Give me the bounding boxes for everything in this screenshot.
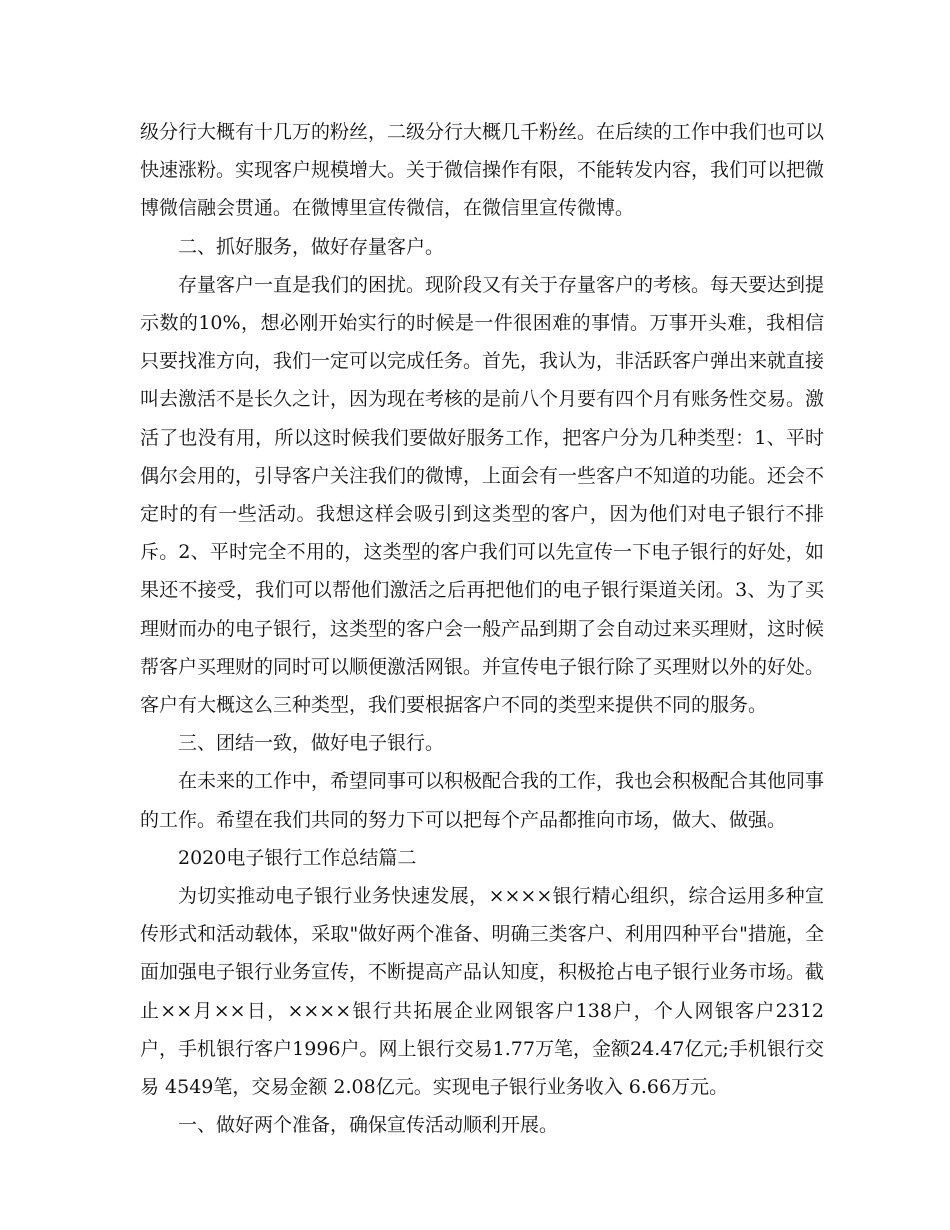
paragraph-summary-stats: 为切实推动电子银行业务快速发展，××××银行精心组织，综合运用多种宣传形式和活动载体，采取"做好两个准备、明确三类客户、利用四种平台"措施，全面加强电子银行业务宣传，不断提高产品认知度，积极抢占电子银行业务市场。截止××月××日，××××银行共拓展企业网银客户138户，个人网银客户2312户，手机银行客户1996户。网上银行交易1.77万笔，金额24.47亿元;手机银行交易 4549笔，交易金额 2.08亿元。实现电子银行业务收入 6.66万元。 (140, 885, 825, 1099)
paragraph-existing-customers: 存量客户一直是我们的困扰。现阶段又有关于存量客户的考核。每天要达到提示数的10%，想必刚开始实行的时候是一件很困难的事情。万事开头难，我相信只要找准方向，我们一定可以完成任务。首先，我认为，非活跃客户弹出来就直接叫去激活不是长久之计，因为现在考核的是前八个月要有四个月有账务性交易。激活了也没有用，所以这时候我们要做好服务工作，把客户分为几种类型：1、平时偶尔会用的，引导客户关注我们的微博，上面会有一些客户不知道的功能。还会不定时的有一些活动。我想这样会吸引到这类型的客户，因为他们对电子银行不排斥。2、平时完全不用的，这类型的客户我们可以先宣传一下电子银行的好处，如果还不接受，我们可以帮他们激活之后再把他们的电子银行渠道关闭。3、为了买理财而办的电子银行，这类型的客户会一般产品到期了会自动过来买理财，这时候帮客户买理财的同时可以顺便激活网银。并宣传电子银行除了买理财以外的好处。客户有大概这么三种类型，我们要根据客户不同的类型来提供不同的服务。 (140, 273, 825, 717)
section-heading-service: 二、抓好服务，做好存量客户。 (178, 235, 445, 258)
paragraph-cooperation: 在未来的工作中，希望同事可以积极配合我的工作，我也会积极配合其他同事的工作。希望在我们共同的努力下可以把每个产品都推向市场，做大、做强。 (140, 770, 825, 831)
section-heading-unity: 三、团结一致，做好电子银行。 (178, 732, 445, 755)
paragraph-1: 级分行大概有十几万的粉丝，二级分行大概几千粉丝。在后续的工作中我们也可以快速涨粉。实现客户规模增大。关于微信操作有限，不能转发内容，我们可以把微博微信融会贯通。在微博里宣传微信，在微信里宣传微博。 (140, 121, 825, 220)
document-body (140, 113, 824, 1144)
section-heading-preparation: 一、做好两个准备，确保宣传活动顺利开展。 (178, 1114, 559, 1137)
article-title-part-two: 2020电子银行工作总结篇二 (178, 846, 417, 869)
